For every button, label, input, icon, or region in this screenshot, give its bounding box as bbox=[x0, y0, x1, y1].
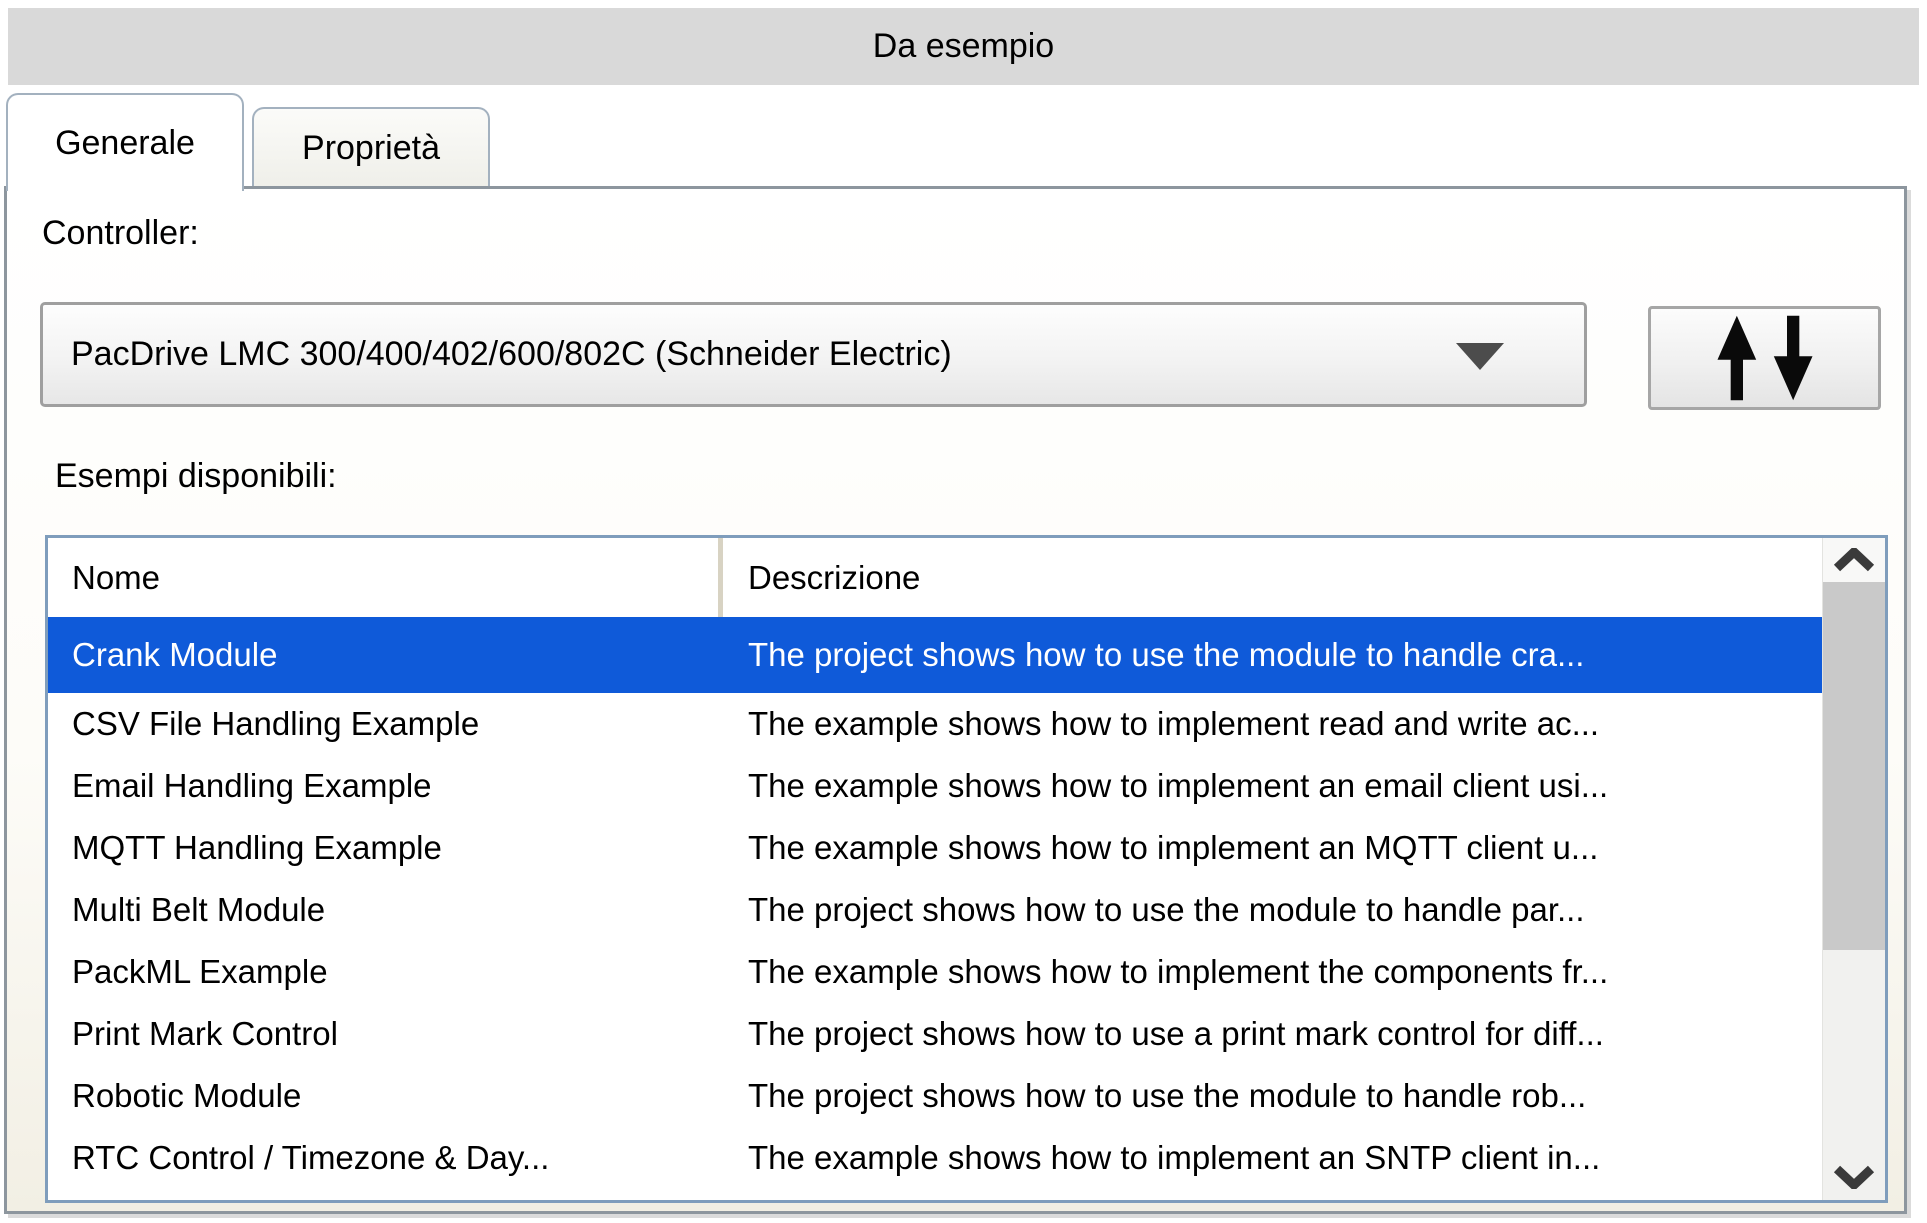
controller-label: Controller: bbox=[42, 214, 199, 252]
list-item-description: The example shows how to implement the components fr... bbox=[748, 953, 1609, 990]
list-item-description: The project shows how to use the module to handle cra... bbox=[748, 636, 1585, 673]
list-item[interactable] bbox=[48, 817, 1823, 879]
sort-order-button[interactable] bbox=[1648, 306, 1881, 410]
scrollbar-thumb[interactable] bbox=[1823, 582, 1885, 950]
list-item[interactable] bbox=[48, 941, 1823, 1003]
list-item[interactable] bbox=[48, 1065, 1823, 1127]
tab-proprieta-label: Proprietà bbox=[302, 129, 440, 167]
list-item[interactable] bbox=[48, 1127, 1823, 1189]
vertical-scrollbar[interactable] bbox=[1822, 538, 1885, 1200]
list-item-description: The project shows how to use a print mark control for diff... bbox=[748, 1015, 1604, 1052]
chevron-down-icon bbox=[1833, 1165, 1875, 1189]
list-item-description: The project shows how to use the module to handle rob... bbox=[748, 1077, 1587, 1114]
list-item-description: The example shows how to implement an MQTT client u... bbox=[748, 829, 1599, 866]
list-header bbox=[48, 538, 1823, 617]
tab-generale[interactable] bbox=[6, 93, 244, 191]
triangle-down-icon bbox=[1456, 343, 1504, 370]
list-item[interactable] bbox=[48, 617, 1823, 693]
list-item-name: Print Mark Control bbox=[72, 1015, 338, 1052]
list-rows bbox=[48, 617, 1823, 1200]
list-item-description: The example shows how to implement an SNTP client in... bbox=[748, 1139, 1601, 1176]
general-tab-panel bbox=[4, 186, 1907, 1214]
list-item-name: Crank Module bbox=[72, 636, 278, 673]
list-item-name: Robotic Module bbox=[72, 1077, 302, 1114]
list-item[interactable] bbox=[48, 755, 1823, 817]
column-header-descrizione[interactable]: Descrizione bbox=[748, 558, 921, 596]
list-item-name: RTC Control / Timezone & Day... bbox=[72, 1139, 550, 1176]
list-item-description: The example shows how to implement read and write ac... bbox=[748, 705, 1600, 742]
column-header-nome[interactable]: Nome bbox=[72, 558, 161, 596]
chevron-up-icon bbox=[1833, 548, 1875, 572]
controller-dropdown-value: PacDrive LMC 300/400/402/600/802C (Schneider Electric) bbox=[71, 335, 952, 373]
tab-proprieta[interactable] bbox=[252, 107, 490, 188]
list-item-name: PackML Example bbox=[72, 953, 328, 990]
list-item[interactable] bbox=[48, 879, 1823, 941]
tab-generale-label: Generale bbox=[55, 123, 195, 162]
dialog-title: Da esempio bbox=[872, 27, 1055, 65]
list-item-name: MQTT Handling Example bbox=[72, 829, 442, 866]
examples-list bbox=[45, 535, 1888, 1203]
list-item-description: The example shows how to implement an email client usi... bbox=[748, 767, 1609, 804]
examples-label: Esempi disponibili: bbox=[55, 457, 337, 495]
list-item[interactable] bbox=[48, 693, 1823, 755]
list-item[interactable] bbox=[48, 1003, 1823, 1065]
arrow-up-arrow-down-icon bbox=[1705, 314, 1825, 402]
dialog-titlebar bbox=[8, 8, 1919, 85]
scrollbar-up-button[interactable] bbox=[1823, 538, 1885, 582]
scrollbar-down-button[interactable] bbox=[1823, 1154, 1885, 1200]
controller-dropdown[interactable] bbox=[40, 302, 1587, 407]
list-item-name: Email Handling Example bbox=[72, 767, 432, 804]
list-item-name: CSV File Handling Example bbox=[72, 705, 480, 742]
list-item-name: Multi Belt Module bbox=[72, 891, 326, 928]
list-item-description: The project shows how to use the module to handle par... bbox=[748, 891, 1585, 928]
